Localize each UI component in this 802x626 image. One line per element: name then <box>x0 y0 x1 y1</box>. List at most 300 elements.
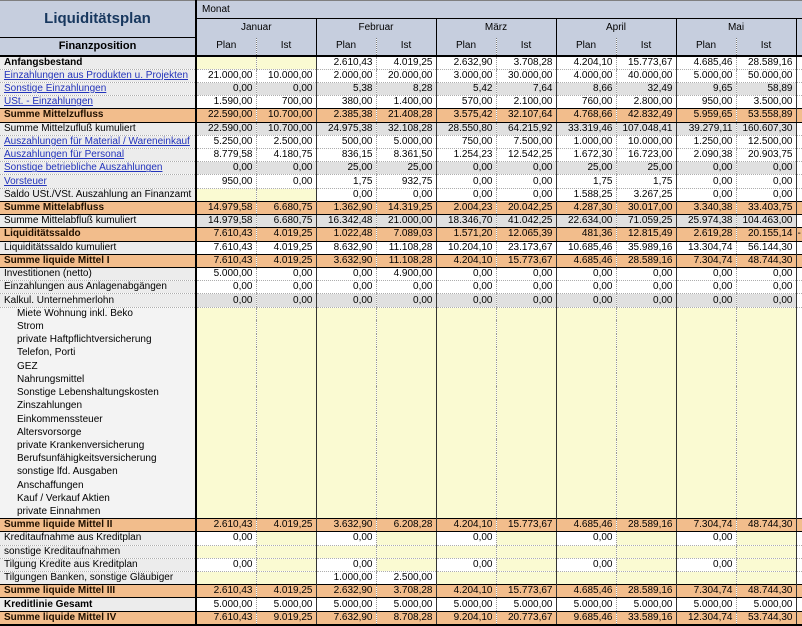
value-cell[interactable]: 32.108,28 <box>376 122 436 135</box>
value-cell[interactable] <box>436 307 496 320</box>
value-cell[interactable] <box>196 453 256 466</box>
value-cell[interactable]: 48.744,30 <box>736 254 796 267</box>
value-cell[interactable]: 58,89 <box>736 82 796 95</box>
value-cell[interactable] <box>616 479 676 492</box>
value-cell[interactable] <box>376 492 436 505</box>
value-cell[interactable] <box>376 439 436 452</box>
row-hyperlink-label[interactable]: Sonstige betriebliche Auszahlungen <box>0 162 196 175</box>
value-cell[interactable]: 9.204,10 <box>436 611 496 625</box>
value-cell[interactable] <box>256 479 316 492</box>
value-cell[interactable]: 8,66 <box>556 82 616 95</box>
row-hyperlink-label[interactable]: Auszahlungen für Personal <box>0 149 196 162</box>
row-hyperlink-label[interactable]: USt. - Einzahlungen <box>0 96 196 109</box>
value-cell[interactable] <box>256 400 316 413</box>
value-cell[interactable]: 8.361,50 <box>376 149 436 162</box>
value-cell[interactable] <box>736 466 796 479</box>
value-cell[interactable]: 0,00 <box>496 268 556 281</box>
value-cell[interactable] <box>556 347 616 360</box>
value-cell[interactable] <box>196 466 256 479</box>
value-cell[interactable]: 0,00 <box>196 532 256 545</box>
value-cell[interactable]: 18.346,70 <box>436 215 496 228</box>
value-cell[interactable]: 8,28 <box>376 82 436 95</box>
value-cell[interactable] <box>676 426 736 439</box>
value-cell[interactable] <box>256 334 316 347</box>
value-cell[interactable]: 6.680,75 <box>256 201 316 214</box>
value-cell[interactable] <box>436 347 496 360</box>
value-cell[interactable]: 33.319,46 <box>556 122 616 135</box>
value-cell[interactable] <box>196 439 256 452</box>
value-cell[interactable] <box>256 426 316 439</box>
value-cell[interactable]: 20.773,67 <box>496 611 556 625</box>
value-cell[interactable] <box>376 400 436 413</box>
value-cell[interactable]: 4.204,10 <box>436 519 496 532</box>
value-cell[interactable]: 7.610,43 <box>196 611 256 625</box>
value-cell[interactable] <box>676 466 736 479</box>
value-cell[interactable]: 2.619,28 <box>676 228 736 241</box>
value-cell[interactable] <box>556 426 616 439</box>
value-cell[interactable]: 0,00 <box>736 162 796 175</box>
value-cell[interactable] <box>196 347 256 360</box>
value-cell[interactable] <box>496 347 556 360</box>
value-cell[interactable]: 4.685,46 <box>556 519 616 532</box>
row-hyperlink-label[interactable]: Vorsteuer <box>0 175 196 188</box>
value-cell[interactable]: 0,00 <box>616 268 676 281</box>
value-cell[interactable] <box>496 505 556 518</box>
value-cell[interactable]: 0,00 <box>676 558 736 571</box>
value-cell[interactable] <box>196 505 256 518</box>
value-cell[interactable]: 48.744,30 <box>736 585 796 598</box>
value-cell[interactable]: 23.173,67 <box>496 241 556 254</box>
value-cell[interactable]: 0,00 <box>436 188 496 201</box>
value-cell[interactable]: 4.685,46 <box>556 585 616 598</box>
value-cell[interactable] <box>316 347 376 360</box>
value-cell[interactable]: 1,75 <box>556 175 616 188</box>
value-cell[interactable] <box>676 413 736 426</box>
value-cell[interactable] <box>736 453 796 466</box>
value-cell[interactable]: 0,00 <box>556 294 616 307</box>
value-cell[interactable]: 0,00 <box>676 294 736 307</box>
value-cell[interactable] <box>616 413 676 426</box>
value-cell[interactable] <box>376 545 436 558</box>
value-cell[interactable]: 760,00 <box>556 96 616 109</box>
value-cell[interactable] <box>376 307 436 320</box>
value-cell[interactable]: 33.589,16 <box>616 611 676 625</box>
value-cell[interactable] <box>316 439 376 452</box>
value-cell[interactable] <box>256 360 316 373</box>
value-cell[interactable] <box>556 439 616 452</box>
value-cell[interactable] <box>616 386 676 399</box>
value-cell[interactable] <box>736 532 796 545</box>
value-cell[interactable] <box>436 466 496 479</box>
value-cell[interactable]: 4.000,00 <box>556 69 616 82</box>
value-cell[interactable] <box>616 334 676 347</box>
value-cell[interactable]: 12.542,25 <box>496 149 556 162</box>
value-cell[interactable] <box>436 479 496 492</box>
value-cell[interactable]: 20.903,75 <box>736 149 796 162</box>
value-cell[interactable] <box>616 572 676 585</box>
value-cell[interactable]: 2.004,23 <box>436 201 496 214</box>
value-cell[interactable] <box>736 479 796 492</box>
value-cell[interactable]: 28.589,16 <box>616 519 676 532</box>
value-cell[interactable]: 40.000,00 <box>616 69 676 82</box>
value-cell[interactable] <box>376 479 436 492</box>
value-cell[interactable]: 0,00 <box>676 175 736 188</box>
value-cell[interactable]: 15.773,67 <box>616 56 676 70</box>
value-cell[interactable] <box>196 426 256 439</box>
value-cell[interactable]: 4.019,25 <box>256 254 316 267</box>
value-cell[interactable] <box>436 334 496 347</box>
value-cell[interactable] <box>496 439 556 452</box>
value-cell[interactable] <box>196 360 256 373</box>
row-hyperlink-label[interactable]: Auszahlungen für Material / Wareneinkauf <box>0 135 196 148</box>
value-cell[interactable] <box>736 347 796 360</box>
value-cell[interactable] <box>616 505 676 518</box>
value-cell[interactable]: 0,00 <box>436 294 496 307</box>
value-cell[interactable]: 7.632,90 <box>316 611 376 625</box>
value-cell[interactable] <box>736 545 796 558</box>
value-cell[interactable]: 16.342,48 <box>316 215 376 228</box>
value-cell[interactable] <box>556 492 616 505</box>
value-cell[interactable] <box>256 386 316 399</box>
value-cell[interactable] <box>256 545 316 558</box>
value-cell[interactable] <box>256 320 316 333</box>
value-cell[interactable]: 14.979,58 <box>196 201 256 214</box>
value-cell[interactable] <box>676 453 736 466</box>
value-cell[interactable] <box>616 466 676 479</box>
value-cell[interactable] <box>316 360 376 373</box>
value-cell[interactable]: 39.279,11 <box>676 122 736 135</box>
value-cell[interactable] <box>376 505 436 518</box>
value-cell[interactable]: 5.000,00 <box>676 598 736 611</box>
value-cell[interactable] <box>196 307 256 320</box>
value-cell[interactable]: 48.744,30 <box>736 519 796 532</box>
value-cell[interactable] <box>256 307 316 320</box>
value-cell[interactable] <box>316 386 376 399</box>
value-cell[interactable]: 3.632,90 <box>316 254 376 267</box>
value-cell[interactable] <box>196 334 256 347</box>
value-cell[interactable] <box>316 545 376 558</box>
value-cell[interactable]: 107.048,41 <box>616 122 676 135</box>
value-cell[interactable]: 950,00 <box>676 96 736 109</box>
value-cell[interactable] <box>676 386 736 399</box>
value-cell[interactable]: 21.000,00 <box>376 215 436 228</box>
value-cell[interactable]: 8.708,28 <box>376 611 436 625</box>
value-cell[interactable]: 4.180,75 <box>256 149 316 162</box>
value-cell[interactable] <box>736 505 796 518</box>
value-cell[interactable]: 10.204,10 <box>436 241 496 254</box>
value-cell[interactable]: 0,00 <box>496 294 556 307</box>
value-cell[interactable]: 836,15 <box>316 149 376 162</box>
value-cell[interactable]: 0,00 <box>436 175 496 188</box>
value-cell[interactable] <box>256 347 316 360</box>
value-cell[interactable] <box>436 505 496 518</box>
value-cell[interactable]: 11.108,28 <box>376 241 436 254</box>
value-cell[interactable]: 3.267,25 <box>616 188 676 201</box>
value-cell[interactable] <box>496 466 556 479</box>
value-cell[interactable] <box>436 453 496 466</box>
value-cell[interactable]: 0,00 <box>556 268 616 281</box>
value-cell[interactable] <box>436 373 496 386</box>
value-cell[interactable]: 4.685,46 <box>556 254 616 267</box>
value-cell[interactable]: 0,00 <box>676 532 736 545</box>
value-cell[interactable] <box>376 413 436 426</box>
value-cell[interactable] <box>196 400 256 413</box>
value-cell[interactable] <box>556 453 616 466</box>
value-cell[interactable] <box>556 413 616 426</box>
value-cell[interactable] <box>556 466 616 479</box>
value-cell[interactable] <box>616 492 676 505</box>
value-cell[interactable]: 0,00 <box>316 532 376 545</box>
value-cell[interactable] <box>316 334 376 347</box>
value-cell[interactable] <box>376 334 436 347</box>
value-cell[interactable] <box>196 320 256 333</box>
value-cell[interactable] <box>736 558 796 571</box>
value-cell[interactable] <box>676 373 736 386</box>
value-cell[interactable]: 0,00 <box>616 294 676 307</box>
value-cell[interactable]: 0,00 <box>316 558 376 571</box>
value-cell[interactable] <box>616 400 676 413</box>
value-cell[interactable] <box>736 386 796 399</box>
value-cell[interactable]: 5.000,00 <box>376 135 436 148</box>
value-cell[interactable] <box>556 360 616 373</box>
value-cell[interactable]: 30.000,00 <box>496 69 556 82</box>
value-cell[interactable]: 1.250,00 <box>676 135 736 148</box>
value-cell[interactable]: 0,00 <box>736 188 796 201</box>
value-cell[interactable] <box>556 400 616 413</box>
value-cell[interactable]: 7.304,74 <box>676 585 736 598</box>
value-cell[interactable]: 570,00 <box>436 96 496 109</box>
value-cell[interactable]: 950,00 <box>196 175 256 188</box>
value-cell[interactable]: 25,00 <box>556 162 616 175</box>
value-cell[interactable]: 8.779,58 <box>196 149 256 162</box>
value-cell[interactable]: 12.065,39 <box>496 228 556 241</box>
value-cell[interactable]: 21.000,00 <box>196 69 256 82</box>
value-cell[interactable]: 5.000,00 <box>496 598 556 611</box>
value-cell[interactable] <box>376 466 436 479</box>
value-cell[interactable] <box>256 373 316 386</box>
value-cell[interactable]: 0,00 <box>316 294 376 307</box>
value-cell[interactable]: 5.000,00 <box>436 598 496 611</box>
value-cell[interactable]: 22.590,00 <box>196 109 256 122</box>
value-cell[interactable]: 32.107,64 <box>496 109 556 122</box>
value-cell[interactable]: 5.000,00 <box>616 598 676 611</box>
value-cell[interactable]: 0,00 <box>736 175 796 188</box>
value-cell[interactable] <box>616 453 676 466</box>
value-cell[interactable] <box>556 386 616 399</box>
value-cell[interactable]: 5.000,00 <box>556 598 616 611</box>
value-cell[interactable] <box>676 360 736 373</box>
value-cell[interactable] <box>316 307 376 320</box>
value-cell[interactable] <box>736 413 796 426</box>
value-cell[interactable] <box>196 373 256 386</box>
value-cell[interactable]: 7.089,03 <box>376 228 436 241</box>
value-cell[interactable] <box>376 386 436 399</box>
value-cell[interactable] <box>316 492 376 505</box>
value-cell[interactable]: 1.000,00 <box>316 572 376 585</box>
value-cell[interactable]: 932,75 <box>376 175 436 188</box>
value-cell[interactable] <box>316 426 376 439</box>
value-cell[interactable]: 2.000,00 <box>316 69 376 82</box>
value-cell[interactable] <box>376 532 436 545</box>
value-cell[interactable]: 7.500,00 <box>496 135 556 148</box>
value-cell[interactable]: 10.000,00 <box>616 135 676 148</box>
value-cell[interactable] <box>436 492 496 505</box>
value-cell[interactable]: 12.304,74 <box>676 611 736 625</box>
value-cell[interactable] <box>376 347 436 360</box>
value-cell[interactable]: 4.204,10 <box>436 254 496 267</box>
value-cell[interactable] <box>256 453 316 466</box>
value-cell[interactable] <box>316 479 376 492</box>
value-cell[interactable] <box>196 545 256 558</box>
value-cell[interactable]: 0,00 <box>196 82 256 95</box>
value-cell[interactable]: 5,38 <box>316 82 376 95</box>
value-cell[interactable]: 0,00 <box>256 281 316 294</box>
value-cell[interactable] <box>496 492 556 505</box>
value-cell[interactable] <box>496 360 556 373</box>
value-cell[interactable]: 6.680,75 <box>256 215 316 228</box>
value-cell[interactable]: 20.000,00 <box>376 69 436 82</box>
value-cell[interactable] <box>256 505 316 518</box>
value-cell[interactable] <box>616 545 676 558</box>
value-cell[interactable] <box>496 558 556 571</box>
value-cell[interactable] <box>316 373 376 386</box>
value-cell[interactable]: 1.672,30 <box>556 149 616 162</box>
value-cell[interactable] <box>496 307 556 320</box>
value-cell[interactable]: 0,00 <box>256 175 316 188</box>
value-cell[interactable] <box>256 492 316 505</box>
value-cell[interactable]: 0,00 <box>496 175 556 188</box>
value-cell[interactable]: 6.208,28 <box>376 519 436 532</box>
value-cell[interactable] <box>496 400 556 413</box>
value-cell[interactable]: 24.975,38 <box>316 122 376 135</box>
value-cell[interactable]: 0,00 <box>556 558 616 571</box>
value-cell[interactable] <box>736 426 796 439</box>
value-cell[interactable] <box>256 413 316 426</box>
value-cell[interactable]: 5.000,00 <box>736 598 796 611</box>
value-cell[interactable]: 0,00 <box>376 281 436 294</box>
value-cell[interactable] <box>736 307 796 320</box>
value-cell[interactable]: 3.575,42 <box>436 109 496 122</box>
value-cell[interactable] <box>316 466 376 479</box>
value-cell[interactable]: 2.610,43 <box>316 56 376 70</box>
value-cell[interactable]: 4.019,25 <box>376 56 436 70</box>
value-cell[interactable]: 71.059,25 <box>616 215 676 228</box>
value-cell[interactable] <box>496 413 556 426</box>
value-cell[interactable] <box>376 373 436 386</box>
value-cell[interactable] <box>736 572 796 585</box>
value-cell[interactable] <box>256 56 316 70</box>
value-cell[interactable] <box>496 334 556 347</box>
value-cell[interactable]: 4.204,10 <box>436 585 496 598</box>
value-cell[interactable]: 4.019,25 <box>256 228 316 241</box>
value-cell[interactable]: 33.403,75 <box>736 201 796 214</box>
value-cell[interactable] <box>256 439 316 452</box>
value-cell[interactable]: 22.590,00 <box>196 122 256 135</box>
value-cell[interactable]: 0,00 <box>436 532 496 545</box>
value-cell[interactable] <box>556 373 616 386</box>
value-cell[interactable]: 4.204,10 <box>556 56 616 70</box>
value-cell[interactable] <box>676 545 736 558</box>
value-cell[interactable]: 28.589,16 <box>616 585 676 598</box>
value-cell[interactable]: 42.832,49 <box>616 109 676 122</box>
value-cell[interactable]: 4.768,66 <box>556 109 616 122</box>
value-cell[interactable] <box>676 400 736 413</box>
value-cell[interactable] <box>676 334 736 347</box>
value-cell[interactable]: 0,00 <box>196 558 256 571</box>
value-cell[interactable]: 53.744,30 <box>736 611 796 625</box>
value-cell[interactable]: 0,00 <box>316 188 376 201</box>
value-cell[interactable] <box>616 347 676 360</box>
value-cell[interactable]: 35.989,16 <box>616 241 676 254</box>
value-cell[interactable] <box>196 386 256 399</box>
value-cell[interactable]: 22.634,00 <box>556 215 616 228</box>
value-cell[interactable]: 500,00 <box>316 135 376 148</box>
value-cell[interactable]: 0,00 <box>616 281 676 294</box>
value-cell[interactable]: 104.463,00 <box>736 215 796 228</box>
value-cell[interactable] <box>676 479 736 492</box>
value-cell[interactable]: 3.340,38 <box>676 201 736 214</box>
value-cell[interactable] <box>676 439 736 452</box>
value-cell[interactable] <box>436 426 496 439</box>
value-cell[interactable]: 25,00 <box>616 162 676 175</box>
value-cell[interactable]: 0,00 <box>316 281 376 294</box>
value-cell[interactable] <box>496 453 556 466</box>
value-cell[interactable] <box>196 572 256 585</box>
value-cell[interactable]: 3.000,00 <box>436 69 496 82</box>
value-cell[interactable] <box>436 572 496 585</box>
value-cell[interactable]: 5.250,00 <box>196 135 256 148</box>
value-cell[interactable]: 0,00 <box>256 268 316 281</box>
value-cell[interactable] <box>376 320 436 333</box>
value-cell[interactable]: 0,00 <box>496 162 556 175</box>
value-cell[interactable]: 0,00 <box>316 268 376 281</box>
value-cell[interactable]: 0,00 <box>676 268 736 281</box>
value-cell[interactable]: 0,00 <box>676 188 736 201</box>
value-cell[interactable] <box>736 492 796 505</box>
value-cell[interactable]: 2.632,90 <box>436 56 496 70</box>
value-cell[interactable]: 0,00 <box>736 294 796 307</box>
value-cell[interactable] <box>556 307 616 320</box>
value-cell[interactable]: 1.571,20 <box>436 228 496 241</box>
value-cell[interactable] <box>736 373 796 386</box>
value-cell[interactable]: 7,64 <box>496 82 556 95</box>
value-cell[interactable] <box>496 386 556 399</box>
value-cell[interactable]: 5.000,00 <box>196 598 256 611</box>
value-cell[interactable] <box>436 413 496 426</box>
value-cell[interactable]: 3.500,00 <box>736 96 796 109</box>
value-cell[interactable]: 0,00 <box>256 82 316 95</box>
value-cell[interactable]: 4.019,25 <box>256 241 316 254</box>
value-cell[interactable] <box>316 320 376 333</box>
value-cell[interactable]: 11.108,28 <box>376 254 436 267</box>
value-cell[interactable] <box>736 360 796 373</box>
value-cell[interactable]: 2.500,00 <box>376 572 436 585</box>
value-cell[interactable]: 5,42 <box>436 82 496 95</box>
value-cell[interactable]: 14.979,58 <box>196 215 256 228</box>
value-cell[interactable]: 2.385,38 <box>316 109 376 122</box>
value-cell[interactable]: 0,00 <box>256 294 316 307</box>
value-cell[interactable]: 0,00 <box>436 558 496 571</box>
value-cell[interactable]: 0,00 <box>556 532 616 545</box>
value-cell[interactable]: 25.974,38 <box>676 215 736 228</box>
value-cell[interactable]: 28.550,80 <box>436 122 496 135</box>
value-cell[interactable] <box>616 360 676 373</box>
value-cell[interactable] <box>616 307 676 320</box>
value-cell[interactable]: 0,00 <box>436 268 496 281</box>
value-cell[interactable]: 7.610,43 <box>196 241 256 254</box>
value-cell[interactable]: 0,00 <box>376 294 436 307</box>
value-cell[interactable]: 1.000,00 <box>556 135 616 148</box>
